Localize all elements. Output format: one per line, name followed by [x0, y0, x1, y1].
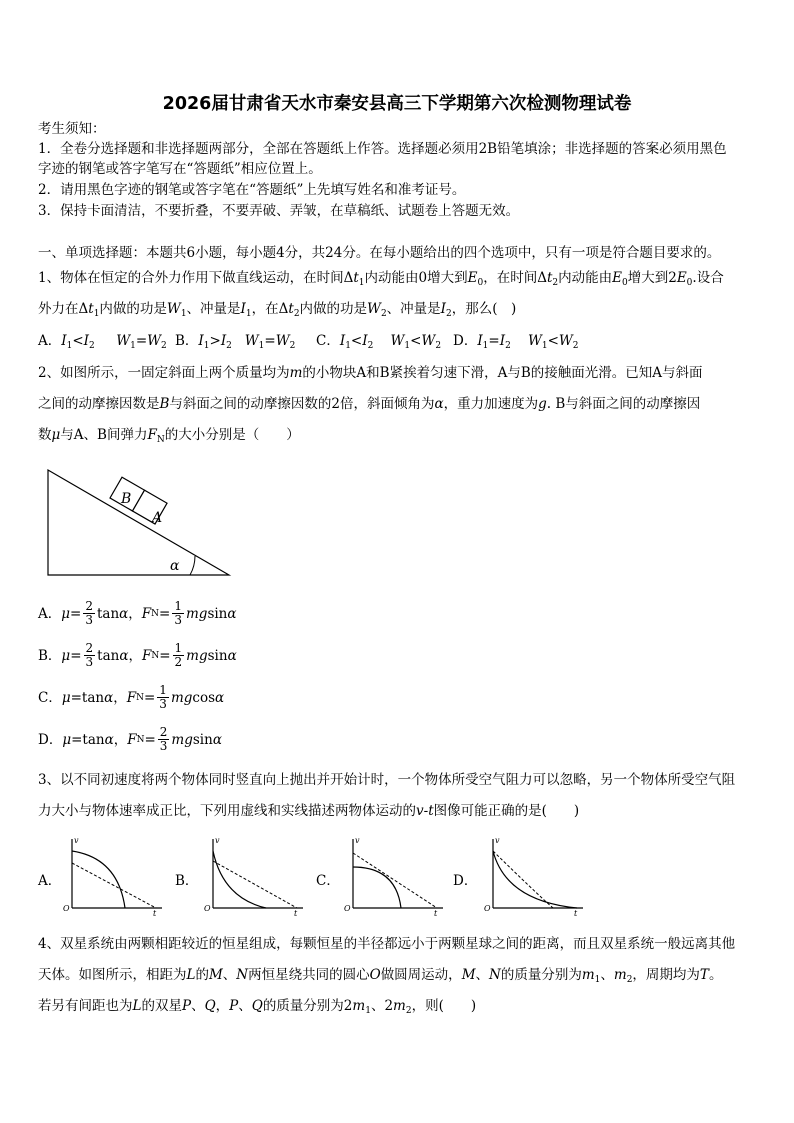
svg-text:O: O: [344, 904, 351, 913]
q1-line1: 1、物体在恒定的合外力作用下做直线运动，在时间$\Delta t_1$内动能由0增大到$E_0$，在时间$\Delta t_2$内动能由$E_0$增大到$2E_0$.设合: [38, 270, 724, 288]
q3-option-d-label: D．: [453, 873, 478, 889]
q2-option-d: D． μ =tan α ， F N = $\frac{2}{3}$ mg sin α: [38, 725, 222, 753]
svg-text:t: t: [574, 909, 578, 918]
page-title: 2026届甘肃省天水市秦安县高三下学期第六次检测物理试卷: [162, 94, 632, 114]
q2-line2: 之间的动摩擦因数是B与斜面之间的动摩擦因数的2倍，斜面倾角为α，重力加速度为g. B与斜面之间的动摩擦因: [38, 396, 701, 412]
svg-text:v: v: [74, 836, 79, 845]
incline-triangle: [48, 470, 229, 575]
q3-graph-a: [60, 833, 170, 918]
notice-heading: 考生须知：: [38, 121, 106, 137]
angle-label: α: [170, 558, 180, 574]
q2-option-c: C． μ =tan α ， F N = $\frac{1}{3}$ mg cos α: [38, 683, 225, 711]
q3-option-b-label: B．: [175, 873, 199, 889]
svg-text:O: O: [484, 904, 491, 913]
notice-item-3: 3．保持卡面清洁，不要折叠，不要弄破、弄皱，在草稿纸、试题卷上答题无效。: [38, 203, 520, 219]
notice-item-2: 2．请用黑色字迹的钢笔或答字笔在“答题纸”上先填写姓名和准考证号。: [38, 182, 466, 198]
q3-line1: 3、以不同初速度将两个物体同时竖直向上抛出并开始计时，一个物体所受空气阻力可以忽略，另一个物体所受空气阻: [38, 772, 736, 788]
incline-figure: [40, 462, 240, 582]
svg-text:t: t: [153, 909, 157, 918]
angle-arc: [190, 556, 195, 575]
q3-graph-d: [481, 833, 591, 918]
q1-option-c: C．$I_1<I_2$ $W_1<W_2$: [316, 333, 442, 351]
svg-text:v: v: [215, 836, 220, 845]
q1-option-d: D．$I_1=I_2$ $W_1<W_2$: [453, 333, 579, 351]
svg-text:O: O: [204, 904, 211, 913]
svg-text:t: t: [294, 909, 298, 918]
q3-graph-c: [341, 833, 451, 918]
q3-option-c-label: C．: [316, 873, 340, 889]
q2-option-b: B． μ = $\frac{2}{3}$ tan α ， F N = $\frac{1}{2}$ mg sin α: [38, 641, 237, 669]
q2-option-a: A． μ = $\frac{2}{3}$ tan α ， F N = $\frac{1}{3}$ mg sin α: [38, 599, 237, 627]
q4-line2: 天体。如图所示，相距为L的M、N两恒星绕共同的圆心O做圆周运动，M、N的质量分别为$m_1$、$m_2$，周期均为T。: [38, 967, 723, 985]
q1-line2: 外力在$\Delta t_1$内做的功是$W_1$、冲量是$I_1$，在$\Delta t_2$内做的功是$W_2$、冲量是$I_2$，那么( ): [38, 301, 517, 319]
q2-line3: 数μ与A、B间弹力$F_N$的大小分别是（ ）: [38, 427, 300, 445]
section-heading: 一、单项选择题：本题共6小题，每小题4分，共24分。在每小题给出的四个选项中，只有一项是符合题目要求的。: [38, 245, 721, 261]
q1-option-a: A．$I_1<I_2$ $W_1=W_2$: [38, 333, 167, 351]
svg-text:t: t: [434, 909, 438, 918]
q3-graph-b: [201, 833, 311, 918]
q4-line1: 4、双星系统由两颗相距较近的恒星组成，每颗恒星的半径都远小于两颗星球之间的距离，而且双星系统一般远离其他: [38, 936, 736, 952]
q1-option-b: B．$I_1>I_2$ $W_1=W_2$: [175, 333, 296, 351]
notice-item-1-cont: 字迹的钢笔或答字笔写在“答题纸”相应位置上。: [38, 161, 322, 177]
block-b-label: B: [121, 491, 132, 507]
notice-item-1: 1．全卷分选择题和非选择题两部分，全部在答题纸上作答。选择题必须用2B铅笔填涂；非选择题的答案必须用黑色: [38, 141, 727, 157]
svg-text:O: O: [63, 904, 70, 913]
block-a-label: A: [152, 510, 163, 526]
q2-line1: 2、如图所示，一固定斜面上两个质量均为m的小物块A和B紧挨着匀速下滑，A与B的接触面光滑。已知A与斜面: [38, 365, 703, 381]
q4-line3: 若另有间距也为L的双星P、Q，P、Q的质量分别为$2m_1$、$2m_2$，则( ): [38, 998, 477, 1016]
q3-line2: 力大小与物体速率成正比，下列用虚线和实线描述两物体运动的v-t图像可能正确的是( ): [38, 803, 580, 819]
svg-text:v: v: [355, 836, 360, 845]
q3-option-a-label: A．: [38, 873, 62, 889]
svg-text:v: v: [495, 836, 500, 845]
